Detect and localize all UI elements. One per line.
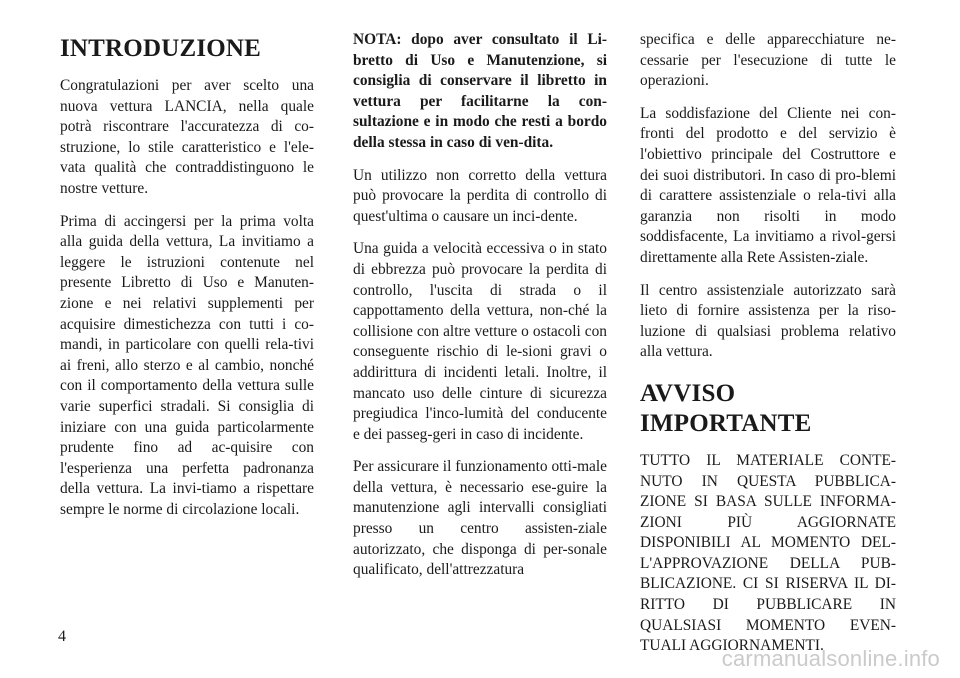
paragraph: Il centro assistenziale autorizzato sarà lieto di fornire assistenza per la riso-luzione di qualsiasi problema relativo alla vettura. — [640, 281, 896, 361]
important-notice-text: TUTTO IL MATERIALE CONTE-NUTO IN QUESTA PUBBLICA-ZIONE SI BASA SULLE INFORMA-ZIONI PIÙ AGGIORNATE DISPONIBILI AL MOMENTO DEL-L'APPROVAZIONE DELLA PUB-BLICAZIONE. CI SI RISERVA IL DI-RITTO DI PUBBLICARE IN QUALSIASI MOMENTO EVEN-TUALI AGGIORNAMENTI. — [640, 451, 896, 655]
paragraph: specifica e delle apparecchiature ne-cessarie per l'esecuzione di tutte le operazioni. — [640, 31, 896, 90]
paragraph: Prima di accingersi per la prima volta alla guida della vettura, La invitiamo a leggere le istruzioni contenute nel presente Libretto di Uso e Manuten-zione e nei relativi supplementi per acquisire dimestichezza con tutti i co-mandi, in particolare con quelli rela-tivi ai freni, allo sterzo e al cambio, nonché con il comportamento della vettura sulle varie superfici stradali. Si consiglia di iniziare con una guida particolarmente prudente fino ad ac-quisire con l'esperienza una perfetta padronanza della vettura. La invi-tiamo a rispettare sempre le norme di circolazione locali. — [60, 212, 314, 518]
section-heading-introduzione: INTRODUZIONE — [60, 35, 262, 62]
paragraph: La soddisfazione del Cliente nei con-fronti del prodotto e del servizio è l'obiettivo principale del Costruttore e dei suoi distributori. In caso di pro-blemi di carattere assistenziale o rela-tivi alla garanzia non risolti in modo soddisfacente, La invitiamo a rivol-gersi direttamente alla Rete Assisten-ziale. — [640, 104, 896, 266]
page-number: 4 — [58, 628, 66, 645]
section-heading-avviso-importante: AVVISO IMPORTANTE — [640, 379, 812, 437]
column-left — [60, 30, 314, 532]
column-right — [640, 30, 896, 669]
note-paragraph: NOTA: dopo aver consultato il Li-bretto di Uso e Manutenzione, si consiglia di conservare il libretto in vettura per facilitarne la con-sultazione e in modo che resti a bordo della stessa in caso di ven-dita. — [353, 31, 607, 151]
paragraph: Congratulazioni per aver scelto una nuova vettura LANCIA, nella quale potrà riscontrare l'accuratezza di co-struzione, lo stile caratteristico e l'ele-vata qualità che contraddistinguono le nostre vetture. — [60, 77, 314, 197]
paragraph: Per assicurare il funzionamento otti-male della vettura, è necessario ese-guire la manutenzione agli intervalli consigliati presso un centro assisten-ziale autorizzato, che disponga di per-sonale qualificato, dell'attrezzatura — [353, 458, 607, 579]
watermark: carmanualsonline.info — [721, 646, 940, 671]
paragraph: Un utilizzo non corretto della vettura può provocare la perdita di controllo di quest'ultima o causare un inci-dente. — [353, 166, 607, 225]
paragraph: Una guida a velocità eccessiva o in stato di ebbrezza può provocare la perdita di controllo, l'uscita di strada o il cappottamento della vettura, non-ché la collisione con altre vetture o ostacoli con conseguente rischio di le-sioni gravi o addirittura di incidenti letali. Inoltre, il mancato uso delle cinture di sicurezza pregiudica l'inco-lumità del conducente e dei passeg-geri in caso di incidente. — [353, 240, 607, 443]
column-middle — [353, 30, 607, 593]
